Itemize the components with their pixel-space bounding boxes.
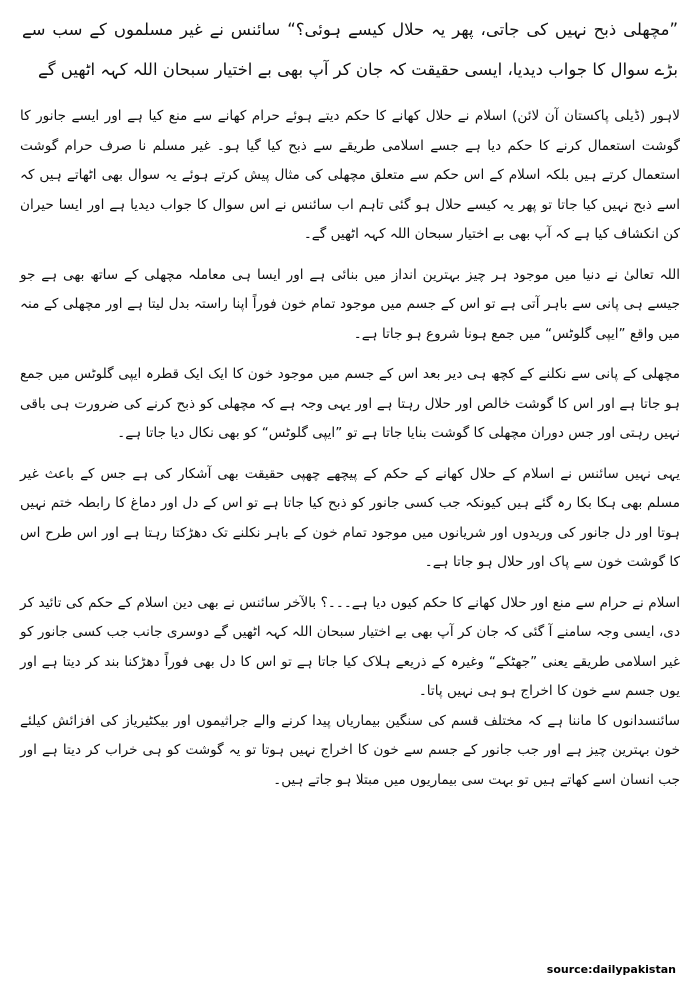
article-paragraph-jhatka: اسلام نے حرام سے منع اور حلال کھانے کا حکم کیوں دیا ہے۔۔۔؟ بالآخر سائنس نے بھی دین اسلام کے حکم کی تائید کر دی، ایسی وجہ سامنے آ گئی کہ جان کر آپ بھی بے اختیار سبحان اللہ کہہ اٹھیں گے دوسری جانب جب کسی جانور کو غیر اسلامی طریقے یعنی ”جھٹکے“ وغیرہ کے ذریعے ہلاک کیا جاتا ہے تو اس کا دل بھی فوراً دھڑکنا بند کر دیتا ہے اور یوں جسم سے خون کا اخراج ہو ہی نہیں پاتا۔ — [20, 594, 680, 699]
article-paragraph-slaughter: یہی نہیں سائنس نے اسلام کے حلال کھانے کے حکم کے پیچھے چھپی حقیقت بھی آشکار کی ہے جس کے باعث غیر مسلم بھی ہکا بکا رہ گئے ہیں کیونکہ جب کسی جانور کو ذبح کیا جاتا ہے تو اس کے دل اور دماغ کا رابطہ ختم نہیں ہوتا اور دل جانور کی وریدوں اور شریانوں میں موجود تمام خون کے باہر نکلنے تک دھڑکتا رہتا ہے اور اس طرح اس کا گوشت خون سے پاک اور حلال ہو جاتا ہے۔ — [20, 465, 680, 570]
article-headline: ”مچھلی ذبح نہیں کی جاتی، پھر یہ حلال کیسے ہوئی؟“ سائنس نے غیر مسلموں کے سب سے بڑے سوال کا جواب دیدیا، ایسی حقیقت کہ جان کر آپ بھی بے اختیار سبحان اللہ کہہ اٹھیں گے — [22, 20, 678, 79]
source-credit: source:dailypakistan — [546, 963, 676, 976]
article-paragraph-scientists: سائنسدانوں کا ماننا ہے کہ مختلف قسم کی سنگین بیماریاں پیدا کرنے والے جراثیموں اور بیکٹیریاز کی افزائش کیلئے خون بہترین چیز ہے اور جب جانور کے جسم سے خون کا اخراج نہیں ہوتا تو یہ گوشت کو ہی خراب کر دیتا ہے اور جب انسان اسے کھاتے ہیں تو بہت سی بیماریوں میں مبتلا ہو جاتے ہیں۔ — [20, 712, 680, 788]
article-paragraph-fish-blood: اللہ تعالیٰ نے دنیا میں موجود ہر چیز بہترین انداز میں بنائی ہے اور ایسا ہی معاملہ مچھلی کے ساتھ بھی ہے جو جیسے ہی پانی سے باہر آتی ہے تو اس کے جسم میں موجود تمام خون فوراً اپنا راستہ بدل لیتا ہے اور مچھلی کے منہ میں واقع ”ایپی گلوٹس“ میں جمع ہونا شروع ہو جاتا ہے۔ — [20, 266, 680, 342]
article-paragraph-intro: لاہور (ڈیلی پاکستان آن لائن) اسلام نے حلال کھانے کا حکم دیتے ہوئے حرام کھانے سے منع کیا ہے اور ایسے جانور کا گوشت استعمال کرنے کا حکم دیا ہے جسے اسلامی طریقے سے ذبح کیا گیا ہو۔ غیر مسلم نا صرف حرام گوشت استعمال کرتے ہیں بلکہ اسلام کے اس حکم سے متعلق مچھلی کی مثال پیش کرتے ہوئے یہ سوال بھی اٹھاتے ہیں کہ اسے ذبح نہیں کیا جاتا تو پھر یہ کیسے حلال ہو گئی تاہم اب سائنس نے اس سوال کا جواب دیدیا ہے اور ایسا حیران کن انکشاف کیا ہے کہ آپ بھی بے اختیار سبحان اللہ کہہ اٹھیں گے۔ — [20, 108, 680, 242]
article-paragraph-epiglottis: مچھلی کے پانی سے نکلنے کے کچھ ہی دیر بعد اس کے جسم میں موجود خون کا ایک ایک قطرہ ایپی گلوٹس میں جمع ہو جاتا ہے اور اس کا گوشت خالص اور حلال رہتا ہے اور یہی وجہ ہے کہ مچھلی کو ذبح کرنے کی ضرورت ہی باقی نہیں رہتی اور جس دوران مچھلی کا گوشت بنایا جاتا ہے تو ”ایپی گلوٹس“ کو بھی نکال دیا جاتا ہے۔ — [20, 366, 680, 441]
